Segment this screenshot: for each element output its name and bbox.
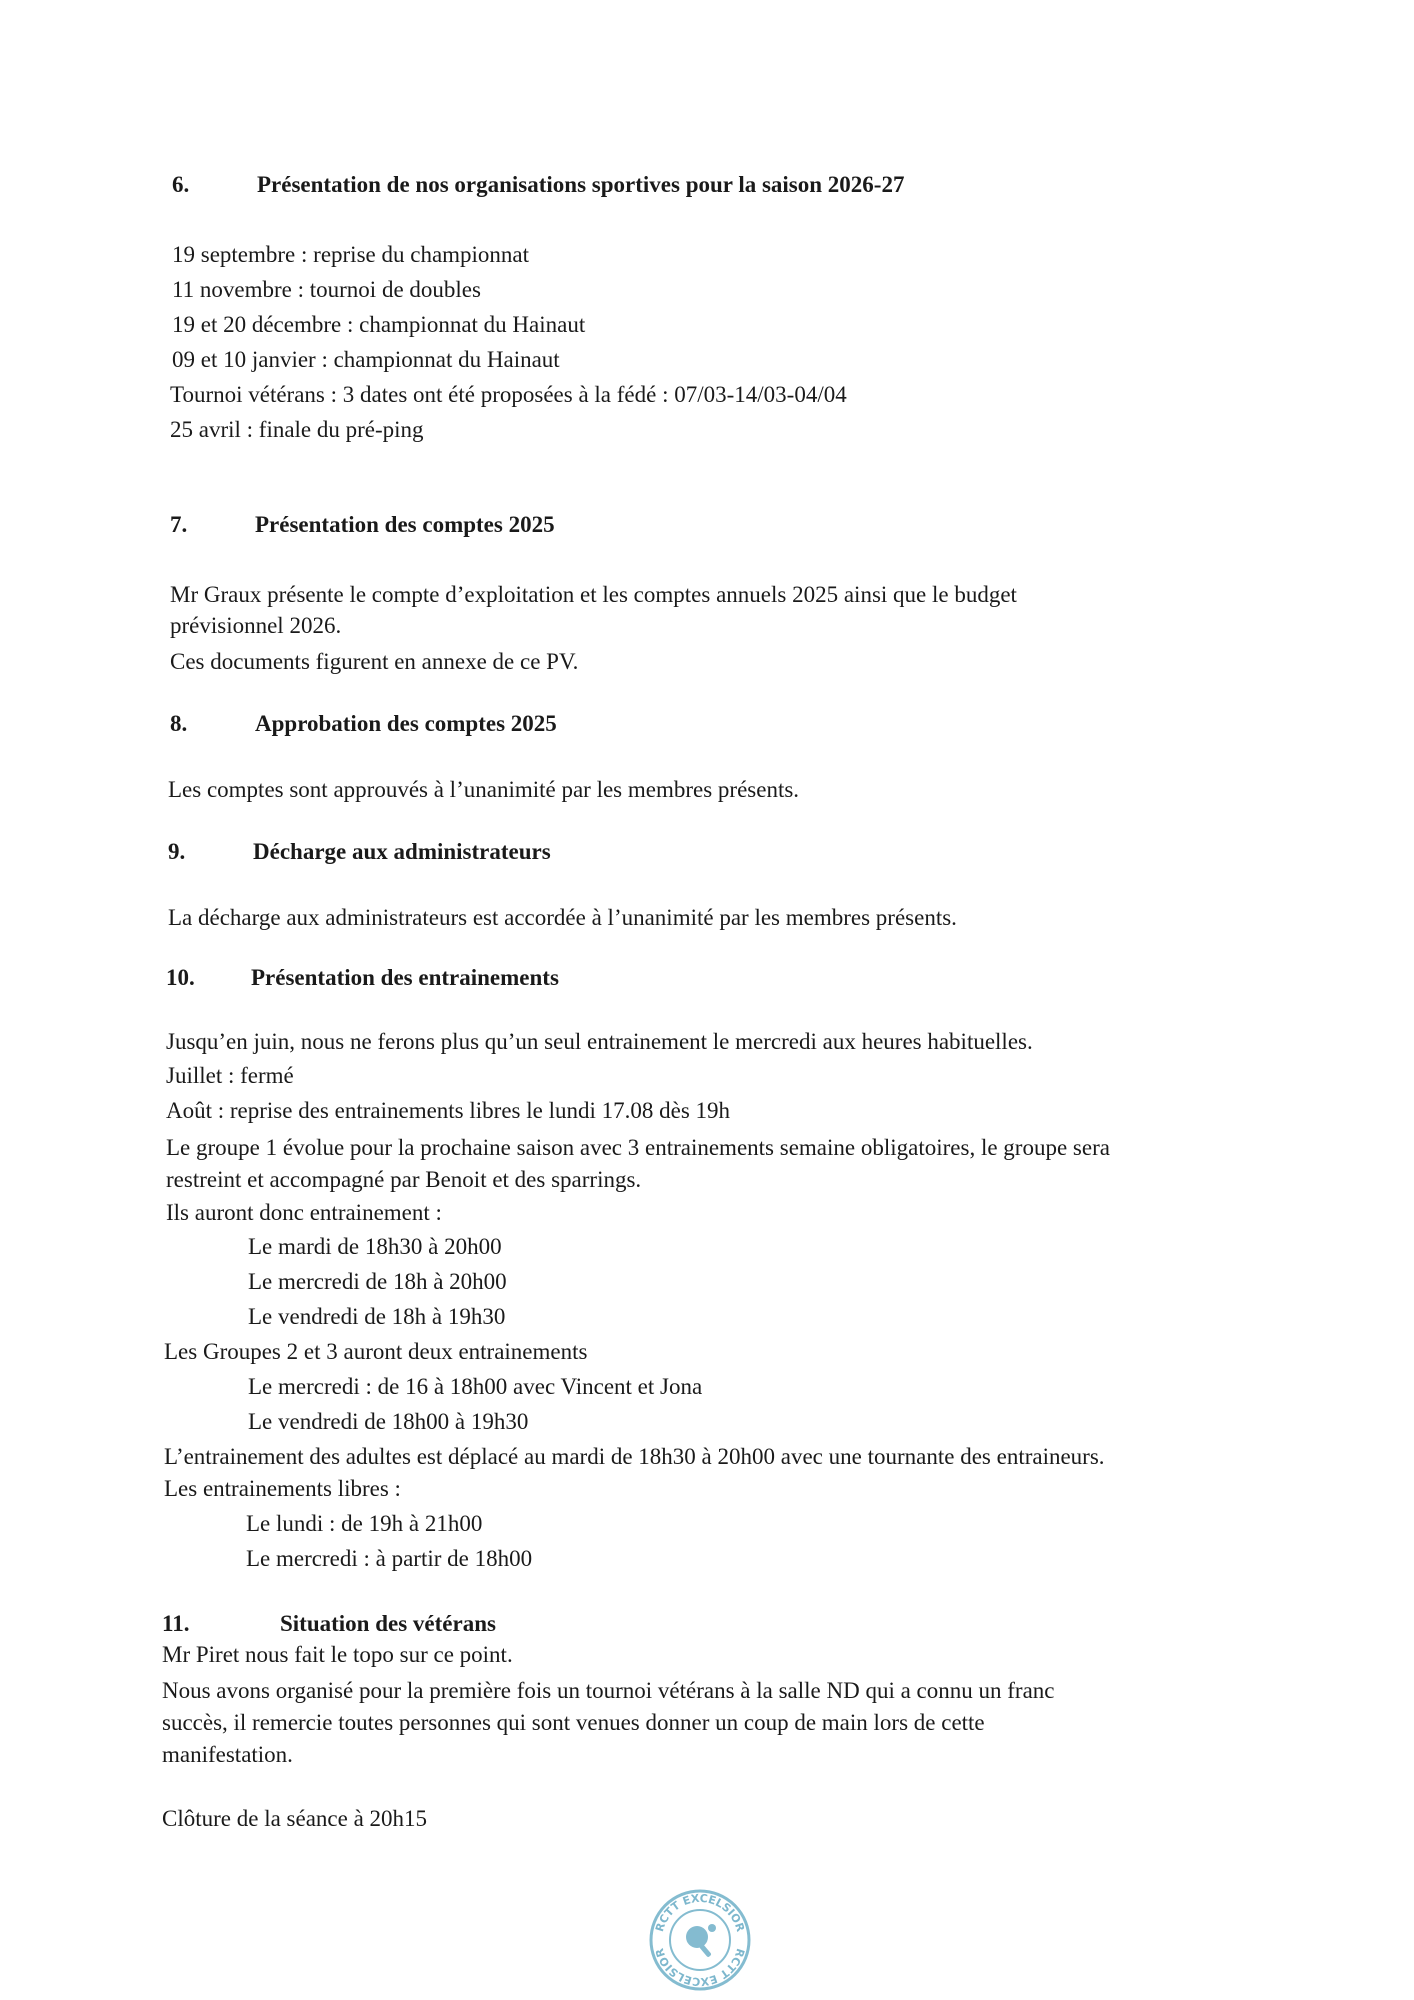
section-10-indented-line: Le mercredi : à partir de 18h00 [246, 1546, 533, 1571]
closing-line: Clôture de la séance à 20h15 [162, 1806, 428, 1831]
section-10-heading [166, 965, 559, 991]
section-7-heading [170, 512, 555, 538]
section-10-line: Août : reprise des entrainements libres le lundi 17.08 dès 19h [166, 1098, 731, 1123]
section-9-line: La décharge aux administrateurs est accordée à l’unanimité par les membres présents. [168, 905, 957, 930]
section-6-line: 09 et 10 janvier : championnat du Hainaut [172, 347, 560, 372]
section-number: 10. [166, 965, 195, 990]
section-11-heading [162, 1611, 496, 1637]
section-11-line: Mr Piret nous fait le topo sur ce point. [162, 1642, 513, 1667]
section-title: Situation des vétérans [280, 1611, 496, 1636]
section-6-heading [172, 172, 904, 198]
section-8-heading [170, 711, 557, 737]
section-10-indented-line: Le mardi de 18h30 à 20h00 [248, 1234, 502, 1259]
section-6-line: 11 novembre : tournoi de doubles [172, 277, 481, 302]
svg-text:RCTT EXCELSIOR [653, 1946, 747, 1988]
section-7-line: Mr Graux présente le compte d’exploitation et les comptes annuels 2025 ainsi que le budget [170, 582, 1017, 607]
section-11-line: manifestation. [162, 1742, 293, 1767]
ping-pong-paddle-icon [686, 1924, 716, 1958]
section-number: 11. [162, 1611, 190, 1636]
section-11-line: Nous avons organisé pour la première fois un tournoi vétérans à la salle ND qui a connu un franc [162, 1678, 1055, 1703]
section-10-line: L’entrainement des adultes est déplacé au mardi de 18h30 à 20h00 avec une tournante des entraineurs. [164, 1444, 1105, 1469]
section-10-indented-line: Le vendredi de 18h à 19h30 [248, 1304, 506, 1329]
section-8-line: Les comptes sont approuvés à l’unanimité par les membres présents. [168, 777, 800, 802]
section-10-line: Les Groupes 2 et 3 auront deux entrainements [164, 1339, 588, 1364]
section-title: Approbation des comptes 2025 [255, 711, 557, 736]
section-10-line: Juillet : fermé [166, 1063, 294, 1088]
section-title: Présentation de nos organisations sportives pour la saison 2026-27 [257, 172, 905, 197]
section-10-line: Le groupe 1 évolue pour la prochaine saison avec 3 entrainements semaine obligatoires, le groupe sera [166, 1135, 1110, 1160]
section-10-line: Jusqu’en juin, nous ne ferons plus qu’un seul entrainement le mercredi aux heures habituelles. [166, 1029, 1033, 1054]
section-10-line: Ils auront donc entrainement : [166, 1200, 442, 1225]
section-7-line: prévisionnel 2026. [170, 613, 342, 638]
section-6-line: 19 et 20 décembre : championnat du Hainaut [172, 312, 586, 337]
stamp-text-top: RCTT EXCELSIOR [653, 1891, 747, 1934]
section-10-line: Les entrainements libres : [164, 1476, 401, 1501]
section-title: Présentation des comptes 2025 [255, 512, 555, 537]
section-10-indented-line: Le lundi : de 19h à 21h00 [246, 1511, 483, 1536]
section-number: 6. [172, 172, 190, 197]
section-10-line: restreint et accompagné par Benoit et des sparrings. [166, 1167, 642, 1192]
section-6-line: Tournoi vétérans : 3 dates ont été proposées à la fédé : 07/03-14/03-04/04 [170, 382, 847, 407]
section-7-line: Ces documents figurent en annexe de ce PV. [170, 649, 579, 674]
section-10-indented-line: Le mercredi de 18h à 20h00 [248, 1269, 507, 1294]
section-11-line: succès, il remercie toutes personnes qui sont venues donner un coup de main lors de cette [162, 1710, 985, 1735]
section-10-indented-line: Le vendredi de 18h00 à 19h30 [248, 1409, 529, 1434]
stamp-text-bottom: RCTT EXCELSIOR [653, 1946, 747, 1989]
section-9-heading [168, 839, 551, 865]
section-10-indented-line: Le mercredi : de 16 à 18h00 avec Vincent et Jona [248, 1374, 703, 1399]
section-title: Présentation des entrainements [251, 965, 559, 990]
section-number: 7. [170, 512, 188, 537]
section-6-line: 25 avril : finale du pré-ping [170, 417, 424, 442]
section-6-line: 19 septembre : reprise du championnat [172, 242, 530, 267]
club-stamp [648, 1888, 752, 1992]
section-number: 8. [170, 711, 188, 736]
section-number: 9. [168, 839, 186, 864]
section-title: Décharge aux administrateurs [253, 839, 551, 864]
